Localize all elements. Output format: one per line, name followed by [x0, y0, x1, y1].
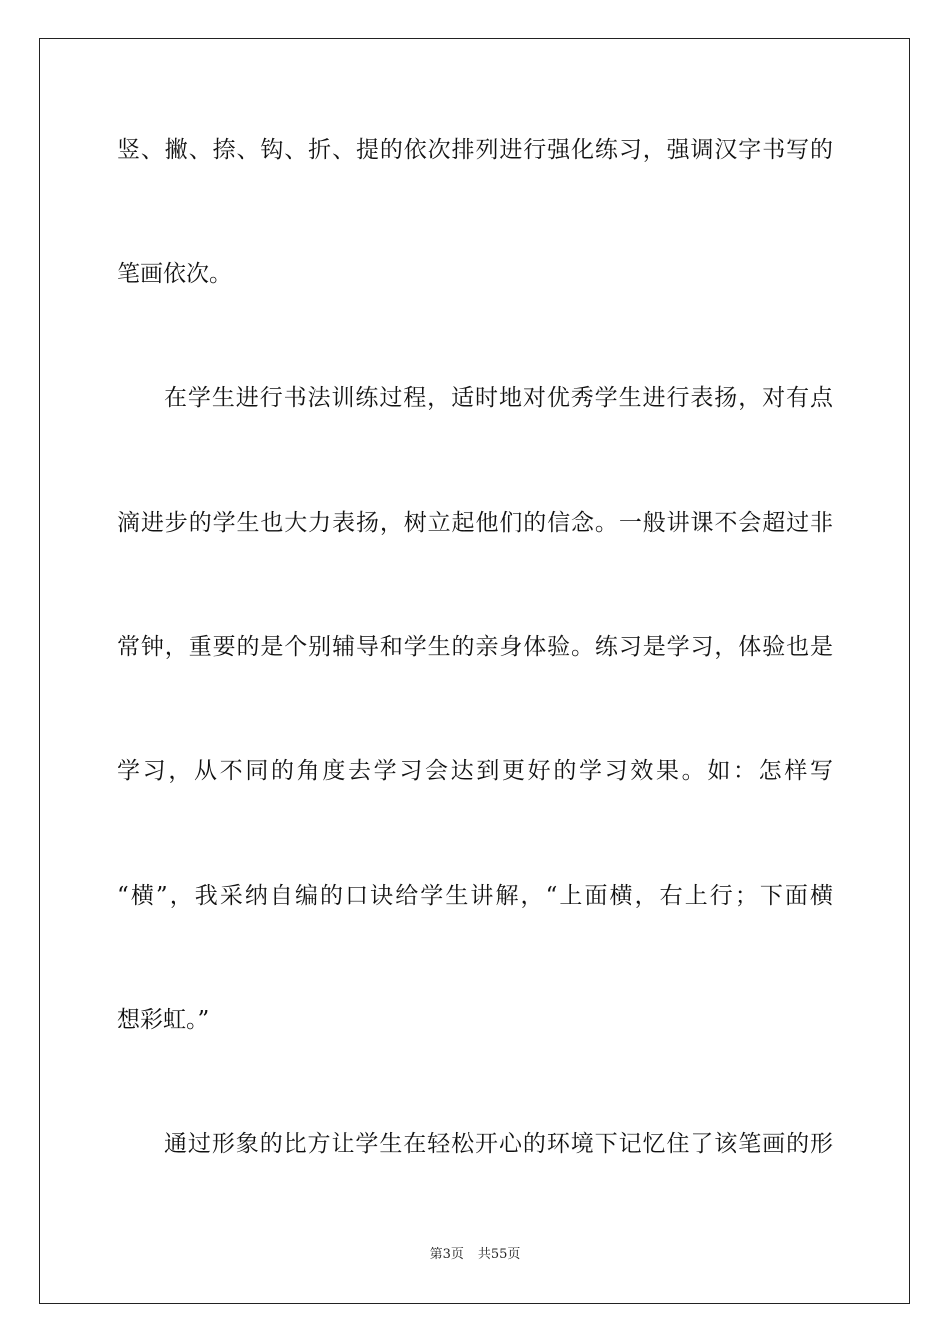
paragraph-line: 在学生进行书法训练过程，适时地对优秀学生进行表扬，对有点 [164, 385, 833, 411]
page-footer [0, 1245, 950, 1265]
paragraph-line: 笔画依次。 [117, 261, 232, 287]
paragraph-line: “横”，我采纳自编的口诀给学生讲解，“上面横，右上行；下面横 [117, 883, 833, 909]
paragraph-line: 滴进步的学生也大力表扬，树立起他们的信念。一般讲课不会超过非 [117, 510, 833, 536]
page-border [39, 38, 910, 1304]
paragraph-line: 常钟，重要的是个别辅导和学生的亲身体验。练习是学习，体验也是 [117, 634, 833, 660]
total-page-count: 共55页 [477, 1247, 521, 1262]
paragraph-line: 想彩虹。” [117, 1007, 210, 1033]
current-page-number: 第3页 [429, 1247, 464, 1262]
paragraph-line: 学习，从不同的角度去学习会达到更好的学习效果。如：怎样写 [117, 758, 833, 784]
paragraph-line: 竖、撇、捺、钩、折、提的依次排列进行强化练习，强调汉字书写的 [117, 137, 833, 163]
paragraph-line: 通过形象的比方让学生在轻松开心的环境下记忆住了该笔画的形 [164, 1131, 833, 1157]
